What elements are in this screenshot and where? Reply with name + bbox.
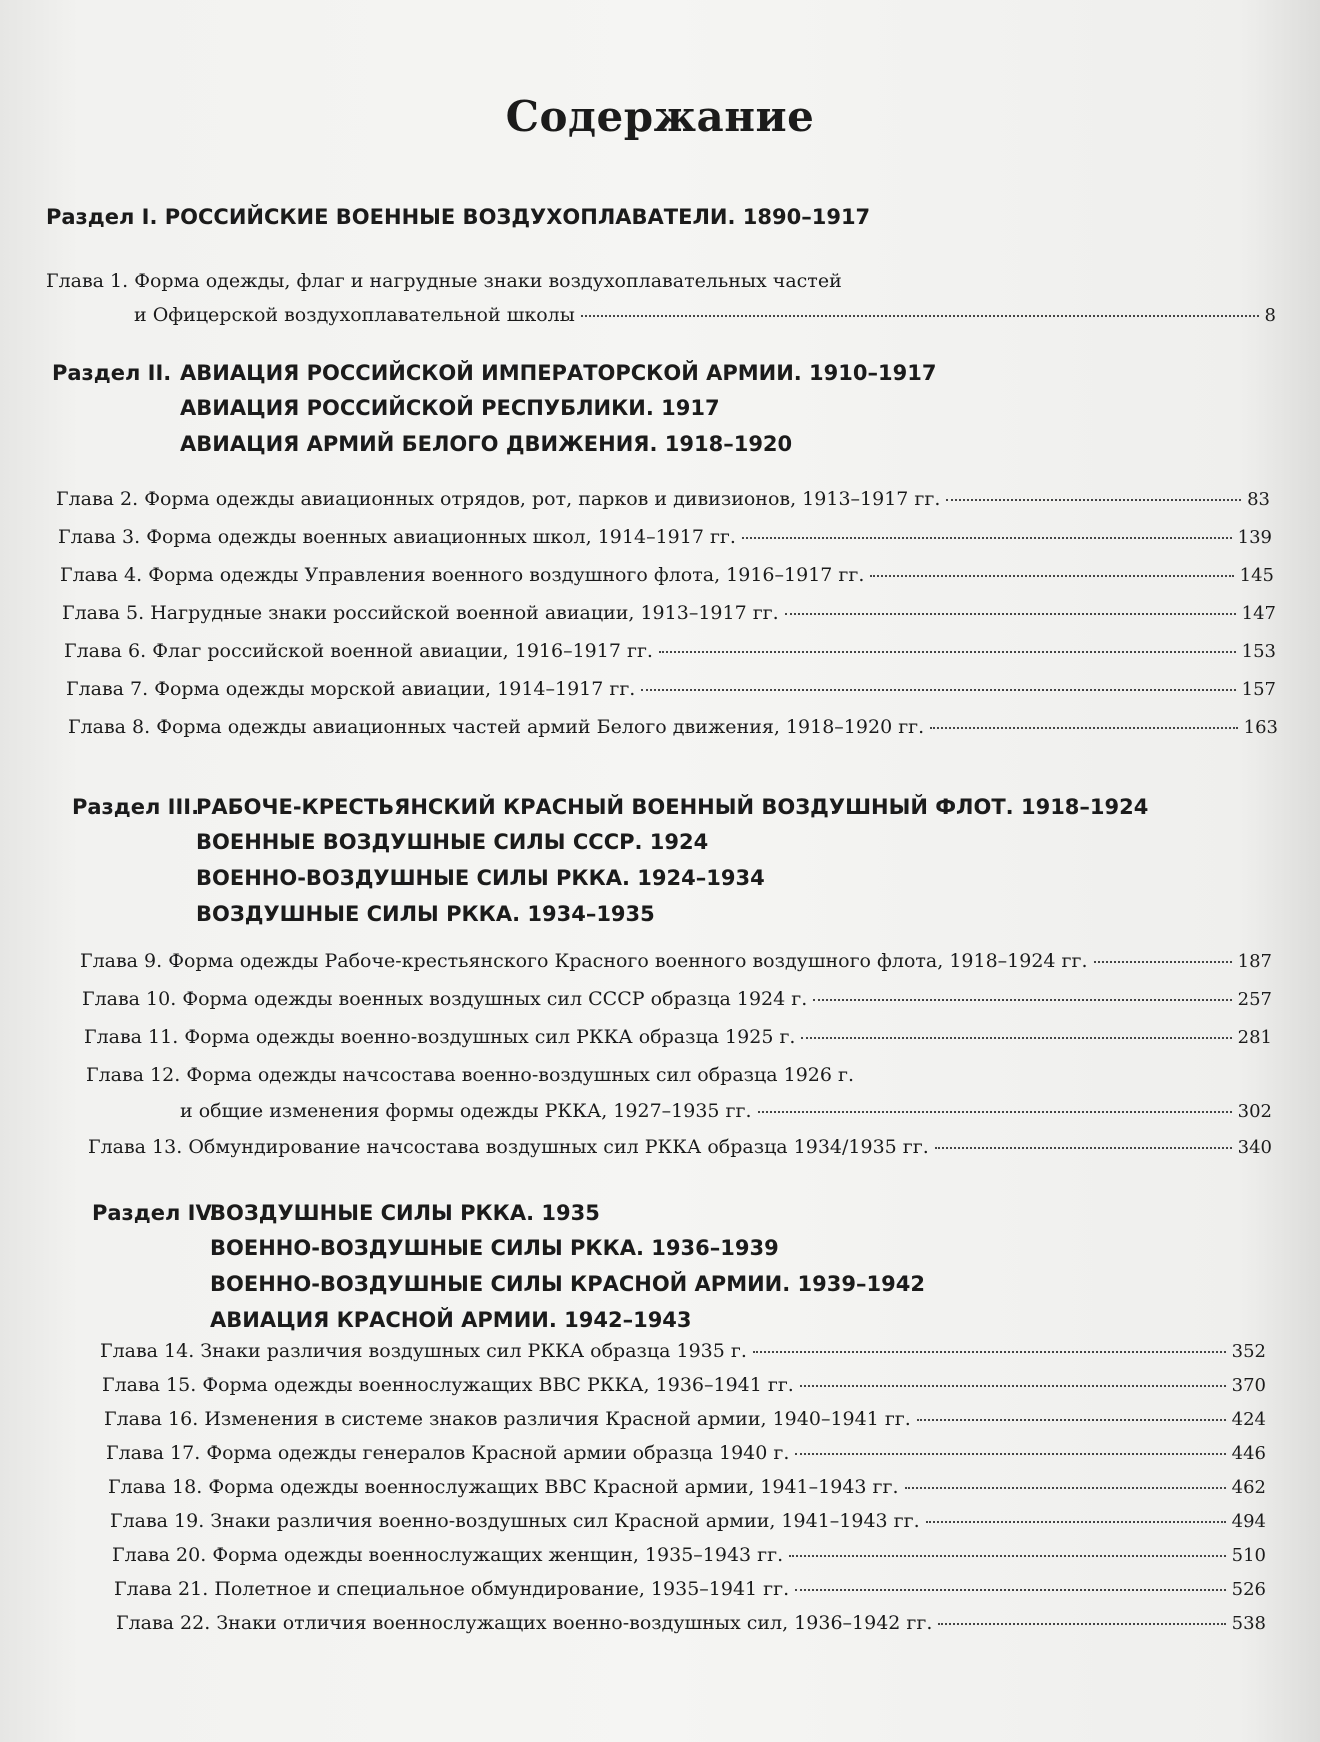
toc-entry-ch15[interactable] <box>102 1374 1266 1396</box>
chapter-title: Знаки различия военно-воздушных сил Красной армии, 1941–1943 гг. <box>210 1510 920 1532</box>
chapter-title: Форма одежды авиационных отрядов, рот, парков и дивизионов, 1913–1917 гг. <box>144 488 941 510</box>
toc-entry-ch21[interactable] <box>114 1578 1266 1600</box>
chapter-title: Форма одежды авиационных частей армий Белого движения, 1918–1920 гг. <box>156 716 925 738</box>
chapter-title: Нагрудные знаки российской военной авиации, 1913–1917 гг. <box>150 602 779 624</box>
dot-leader <box>758 1111 1232 1113</box>
page-number: 139 <box>1237 527 1272 548</box>
dot-leader <box>917 1419 1226 1421</box>
dot-leader <box>930 727 1237 729</box>
page-number: 340 <box>1237 1137 1272 1158</box>
dot-leader <box>753 1351 1226 1353</box>
chapter-label: Глава 11. <box>84 1026 179 1048</box>
page-number: 510 <box>1231 1545 1266 1566</box>
page-title: Содержание <box>505 92 815 141</box>
page-number: 526 <box>1231 1579 1266 1600</box>
toc-entry-ch11[interactable] <box>84 1026 1272 1048</box>
chapter-title: Форма одежды морской авиации, 1914–1917 гг. <box>154 678 636 700</box>
page-number: 281 <box>1237 1027 1272 1048</box>
chapter-label: Глава 22. <box>116 1612 211 1634</box>
section-label: Раздел IV. <box>92 1201 217 1225</box>
page-number: 163 <box>1243 717 1278 738</box>
dot-leader <box>795 1453 1225 1455</box>
chapter-label: Глава 21. <box>114 1578 209 1600</box>
section-subtitle: ВОЕННО-ВОЗДУШНЫЕ СИЛЫ РККА. 1924–1934 <box>196 866 765 890</box>
chapter-title: Обмундирование начсостава воздушных сил РККА образца 1934/1935 гг. <box>188 1136 929 1158</box>
toc-entry-ch4[interactable] <box>60 564 1274 586</box>
chapter-title: Форма одежды, флаг и нагрудные знаки воздухоплавательных частей <box>134 270 842 292</box>
page-number: 494 <box>1231 1511 1266 1532</box>
section-subtitle: АВИАЦИЯ АРМИЙ БЕЛОГО ДВИЖЕНИЯ. 1918–1920 <box>180 432 793 456</box>
chapter-label: Глава 16. <box>104 1408 199 1430</box>
chapter-label: Глава 8. <box>68 716 151 738</box>
section-title: РАБОЧЕ-КРЕСТЬЯНСКИЙ КРАСНЫЙ ВОЕННЫЙ ВОЗДУШНЫЙ ФЛОТ. 1918–1924 <box>196 795 1149 819</box>
page-number: 424 <box>1231 1409 1266 1430</box>
dot-leader <box>935 1147 1232 1149</box>
dot-leader <box>742 537 1232 539</box>
section-subtitle: АВИАЦИЯ КРАСНОЙ АРМИИ. 1942–1943 <box>210 1308 692 1332</box>
toc-entry-ch12-cont[interactable] <box>180 1100 1272 1122</box>
chapter-label: Глава 15. <box>102 1374 197 1396</box>
chapter-label: Глава 18. <box>108 1476 203 1498</box>
dot-leader <box>789 1555 1226 1557</box>
page-number: 157 <box>1241 679 1276 700</box>
page-number: 538 <box>1231 1613 1266 1634</box>
toc-entry-ch2[interactable] <box>56 488 1270 510</box>
section-subtitle: ВОЕННЫЕ ВОЗДУШНЫЕ СИЛЫ СССР. 1924 <box>196 830 709 854</box>
dot-leader <box>795 1589 1226 1591</box>
chapter-label: Глава 6. <box>64 640 147 662</box>
section-label: Раздел III. <box>72 795 200 819</box>
chapter-title: Флаг российской военной авиации, 1916–1917 гг. <box>152 640 653 662</box>
section-title: ВОЗДУШНЫЕ СИЛЫ РККА. 1935 <box>210 1201 600 1225</box>
chapter-label: Глава 10. <box>82 988 177 1010</box>
chapter-title: Форма одежды военнослужащих ВВС РККА, 1936–1941 гг. <box>202 1374 794 1396</box>
section-title: АВИАЦИЯ РОССИЙСКОЙ ИМПЕРАТОРСКОЙ АРМИИ. 1910–1917 <box>180 361 937 385</box>
chapter-label: Глава 3. <box>58 526 141 548</box>
toc-entry-ch16[interactable] <box>104 1408 1266 1430</box>
toc-entry-ch20[interactable] <box>112 1544 1266 1566</box>
toc-entry-ch13[interactable] <box>88 1136 1272 1158</box>
chapter-label: Глава 9. <box>80 950 163 972</box>
chapter-title: Форма одежды военных авиационных школ, 1914–1917 гг. <box>146 526 736 548</box>
toc-entry-ch1-cont[interactable] <box>134 304 1276 326</box>
toc-entry-ch3[interactable] <box>58 526 1272 548</box>
toc-entry-ch19[interactable] <box>110 1510 1266 1532</box>
dot-leader <box>870 575 1233 577</box>
toc-entry-ch9[interactable] <box>80 950 1272 972</box>
toc-entry-ch7[interactable] <box>66 678 1276 700</box>
page-number: 147 <box>1241 603 1276 624</box>
section-title: РОССИЙСКИЕ ВОЕННЫЕ ВОЗДУХОПЛАВАТЕЛИ. 1890–1917 <box>164 205 871 229</box>
page-number: 370 <box>1231 1375 1266 1396</box>
page-number: 8 <box>1264 305 1276 326</box>
chapter-title: Полетное и специальное обмундирование, 1935–1941 гг. <box>214 1578 790 1600</box>
toc-entry-ch22[interactable] <box>116 1612 1266 1634</box>
dot-leader <box>905 1487 1226 1489</box>
section-label: Раздел I. <box>46 205 158 229</box>
chapter-title-cont: и Офицерской воздухоплавательной школы <box>134 304 575 326</box>
section-4 <box>92 1196 925 1338</box>
dot-leader <box>581 315 1259 317</box>
chapter-title: Форма одежды военнослужащих ВВС Красной армии, 1941–1943 гг. <box>208 1476 899 1498</box>
chapter-label: Глава 7. <box>66 678 149 700</box>
section-subtitle: ВОЕННО-ВОЗДУШНЫЕ СИЛЫ РККА. 1936–1939 <box>210 1236 779 1260</box>
chapter-title-cont: и общие изменения формы одежды РККА, 1927–1935 гг. <box>180 1100 752 1122</box>
section-subtitle: ВОЗДУШНЫЕ СИЛЫ РККА. 1934–1935 <box>196 902 655 926</box>
page-number: 83 <box>1247 489 1270 510</box>
section-2 <box>52 356 936 462</box>
section-3 <box>72 790 1148 932</box>
chapter-label: Глава 14. <box>100 1340 195 1362</box>
chapter-label: Глава 5. <box>62 602 145 624</box>
dot-leader <box>926 1521 1226 1523</box>
dot-leader <box>659 651 1236 653</box>
page-number: 462 <box>1231 1477 1266 1498</box>
chapter-title: Форма одежды генералов Красной армии образца 1940 г. <box>206 1442 790 1464</box>
chapter-title: Форма одежды военно-воздушных сил РККА образца 1925 г. <box>184 1026 796 1048</box>
toc-entry-ch10[interactable] <box>82 988 1272 1010</box>
chapter-label: Глава 2. <box>56 488 139 510</box>
chapter-title: Форма одежды Рабоче-крестьянского Красного военного воздушного флота, 1918–1924 гг. <box>168 950 1088 972</box>
page-number: 153 <box>1241 641 1276 662</box>
page-number: 145 <box>1239 565 1274 586</box>
page-number: 302 <box>1237 1101 1272 1122</box>
chapter-label: Глава 19. <box>110 1510 205 1532</box>
dot-leader <box>946 499 1241 501</box>
chapter-title: Форма одежды военных воздушных сил СССР образца 1924 г. <box>182 988 808 1010</box>
page-number: 187 <box>1237 951 1272 972</box>
toc-entry-ch17[interactable] <box>106 1442 1266 1464</box>
chapter-label: Глава 13. <box>88 1136 183 1158</box>
toc-entry-ch12[interactable] <box>86 1064 1272 1086</box>
chapter-label: Глава 20. <box>112 1544 207 1566</box>
chapter-title: Изменения в системе знаков различия Красной армии, 1940–1941 гг. <box>204 1408 911 1430</box>
section-1 <box>46 200 870 234</box>
page-number: 352 <box>1231 1341 1266 1362</box>
chapter-title: Форма одежды начсостава военно-воздушных сил образца 1926 г. <box>186 1064 854 1086</box>
chapter-label: Глава 1. <box>46 270 129 292</box>
toc-entry-ch5[interactable] <box>62 602 1276 624</box>
toc-entry-ch18[interactable] <box>108 1476 1266 1498</box>
chapter-title: Форма одежды Управления военного воздушного флота, 1916–1917 гг. <box>148 564 865 586</box>
toc-entry-ch6[interactable] <box>64 640 1276 662</box>
toc-entry-ch8[interactable] <box>68 716 1278 738</box>
dot-leader <box>813 999 1231 1001</box>
dot-leader <box>938 1623 1225 1625</box>
toc-entry-ch14[interactable] <box>100 1340 1266 1362</box>
toc-entry-ch1[interactable] <box>46 270 1256 292</box>
chapter-title: Знаки отличия военнослужащих военно-воздушных сил, 1936–1942 гг. <box>216 1612 933 1634</box>
page-number: 446 <box>1231 1443 1266 1464</box>
section-label: Раздел II. <box>52 361 172 385</box>
section-subtitle: АВИАЦИЯ РОССИЙСКОЙ РЕСПУБЛИКИ. 1917 <box>180 396 720 420</box>
chapter-title: Знаки различия воздушных сил РККА образца 1935 г. <box>200 1340 747 1362</box>
chapter-title: Форма одежды военнослужащих женщин, 1935–1943 гг. <box>212 1544 784 1566</box>
dot-leader <box>641 689 1235 691</box>
dot-leader <box>800 1385 1226 1387</box>
chapter-label: Глава 12. <box>86 1064 181 1086</box>
dot-leader <box>801 1037 1231 1039</box>
section-subtitle: ВОЕННО-ВОЗДУШНЫЕ СИЛЫ КРАСНОЙ АРМИИ. 1939–1942 <box>210 1272 925 1296</box>
dot-leader <box>785 613 1236 615</box>
chapter-label: Глава 4. <box>60 564 143 586</box>
page-number: 257 <box>1237 989 1272 1010</box>
dot-leader <box>1094 961 1232 963</box>
chapter-label: Глава 17. <box>106 1442 201 1464</box>
